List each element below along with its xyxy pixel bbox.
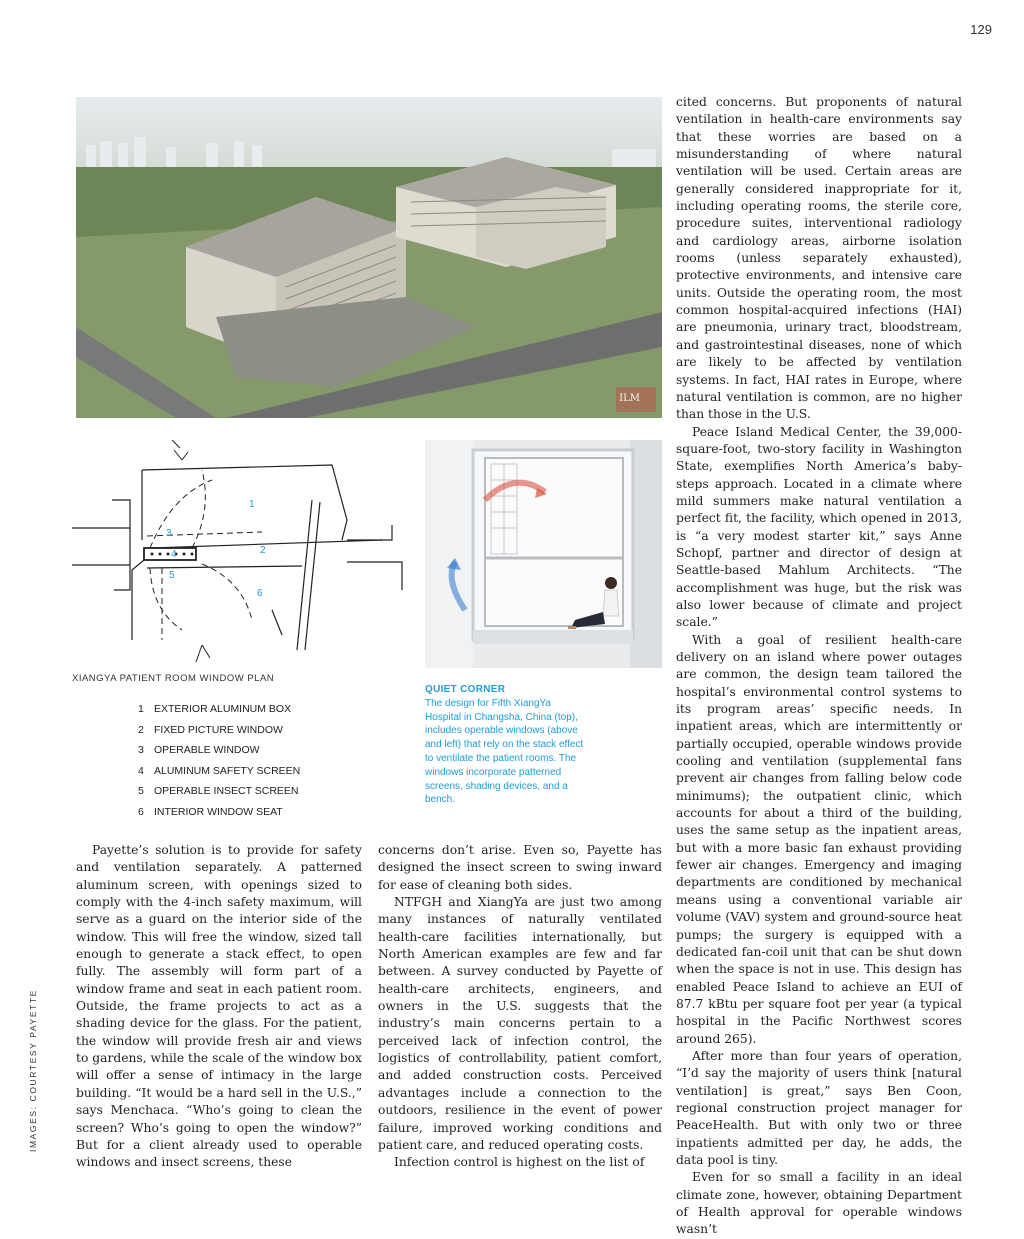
caption-heading: QUIET CORNER [425,684,506,695]
paragraph: Infection control is highest on the list of [394,1155,645,1170]
window-plan-sketch [72,440,407,670]
plan-tag-2: 2 [260,545,266,556]
legend-label: EXTERIOR ALUMINUM BOX [154,703,292,715]
plan-tag-3: 3 [166,528,172,539]
paragraph: After more than four years of operation, “I’d say the majority of users think [natural ventilation] is great,” says Ben Coon, regional construction project manager for PeaceHealth. But with only two or three inpatients admitted per day, he adds, the data pool is tiny. [676,1048,962,1167]
plan-legend [138,703,300,827]
legend-label: ALUMINUM SAFETY SCREEN [154,764,301,777]
plan-title: XIANGYA PATIENT ROOM WINDOW PLAN [72,673,275,684]
legend-item [138,703,300,724]
legend-label: FIXED PICTURE WINDOW [154,723,283,736]
caption-text: The design for Fifth XiangYa Hospital in Changsha, China (top), includes operable windows (above and left) that rely on the stack effect to ventilate the patient rooms. The windows incorporate patterned screens, shading devices, and a bench. [425,697,584,806]
paragraph: cited concerns. But proponents of natural ventilation in health-care environments say that these worries are based on a misunderstanding of where natural ventilation will be used. Certain areas are generally considered inappropriate for it, including operating rooms, the sterile core, procedure suites, interventional radiology and cardiology areas, airborne isolation rooms (unless separately exhausted), protective environments, and intensive care units. Outside the operating room, the most common hospital-acquired infections (HAI) are pneumonia, urinary tract, bloodstream, and gastrointestinal diseases, none of which are likely to be affected by ventilation systems. In fact, HAI rates in Europe, where natural ventilation is common, are no higher than those in the U.S. [676,95,962,422]
article-column-2 [378,842,662,1172]
paragraph: concerns don’t arise. Even so, Payette has designed the insect screen to swing inward for ease of cleaning both sides. [378,843,662,892]
legend-number: 3 [138,744,144,757]
legend-item [138,744,300,765]
paragraph: Peace Island Medical Center, the 39,000-square-foot, two-story facility in Washington State, exemplifies North America’s baby-steps approach. Located in a climate where mild summers make natural ventilation a perfect fit, the facility, which opened in 2013, is “a very modest starter kit,” says Anne Schopf, partner and director of design at Seattle-based Mahlum Architects. “The accomplishment was huge, but the risk was also lower because of climate and project scale.” [676,424,962,630]
paragraph: Payette’s solution is to provide for safety and ventilation separately. A patterned aluminum screen, with openings sized to comply with the 4-inch safety maximum, will serve as a guard on the interior side of the window. This will free the window, sized tall enough to generate a stack effect, to open fully. The assembly will form part of a window frame and seat in each patient room. Outside, the frame projects to act as a shading device for the glass. For the patient, the window will provide fresh air and views to gardens, while the scale of the window box will offer a sense of intimacy in the large building. “It would be a hard sell in the U.S.,” says Menchaca. “Who’s going to clean the screen? Who’s going to open the window?” But for a client already used to operable windows and insect screens, these [76,843,362,1170]
legend-number: 4 [138,764,144,777]
legend-label: OPERABLE WINDOW [154,744,260,757]
plan-tag-4: 4 [171,549,177,560]
image-credit: IMAGES: COURTESY PAYETTE [28,989,38,1152]
paragraph: Even for so small a facility in an ideal climate zone, however, obtaining Department of Health approval for operable windows wasn’t [676,1170,962,1237]
photo-caption [425,683,585,807]
patient-window-photo [425,440,662,668]
legend-number: 1 [138,703,144,715]
hospital-rendering-image [76,97,662,418]
legend-number: 6 [138,805,144,818]
hero-watermark: ILM [619,393,640,404]
paragraph: With a goal of resilient health-care delivery on an island where power outages are common, the design team tailored the hospital’s environmental control systems to its program areas’ specific needs. In inpatient areas, which are intermittently or partially occupied, operable windows provide cooling and ventilation (supplemental fans prevent air changes from falling below code minimums); the outpatient clinic, which accounts for about a third of the building, uses the same setup as the inpatient areas, but with a more basic fan exhaust providing fewer air changes. Emergency and imaging departments are conditioned by mechanical means using a conventional variable air volume (VAV) system and ground-source heat pumps; the surgery is equipped with a dedicated fan-coil unit that can be shut down when the space is not in use. This design has enabled Peace Island to achieve an EUI of 87.7 kBtu per square foot per year (a typical hospital in the Pacific Northwest scores around 265). [676,632,962,1046]
plan-tag-5: 5 [169,570,175,581]
plan-tag-6: 6 [257,588,263,599]
page-number: 129 [970,22,992,37]
legend-label: INTERIOR WINDOW SEAT [154,805,283,818]
plan-tag-1: 1 [249,499,255,510]
paragraph: NTFGH and XiangYa are just two among many instances of naturally ventilated health-care facilities internationally, but North American examples are few and far between. A survey conducted by Payette of health-care architects, engineers, and owners in the U.S. suggests that the industry’s main concerns pertain to a perceived lack of infection control, the logistics of controllability, patient comfort, and added construction costs. Perceived advantages include a connection to the outdoors, resilience in the event of power failure, improved working conditions and patient care, and reduced operating costs. [378,895,662,1152]
legend-item [138,785,300,806]
legend-item [138,724,300,745]
article-column-3 [676,94,962,1239]
legend-label: OPERABLE INSECT SCREEN [154,785,299,798]
legend-item [138,765,300,786]
article-column-1 [76,842,362,1172]
legend-number: 2 [138,723,144,736]
legend-number: 5 [138,785,144,798]
legend-item [138,806,300,827]
